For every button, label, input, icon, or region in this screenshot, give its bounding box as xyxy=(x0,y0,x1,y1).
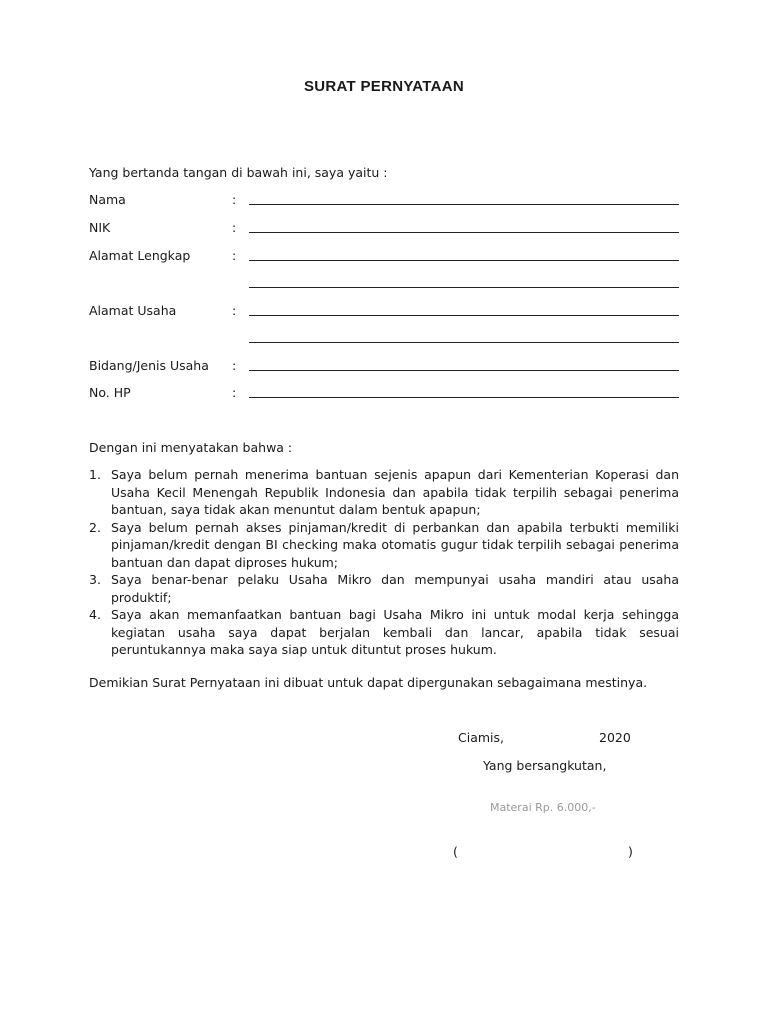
signer-label: Yang bersangkutan, xyxy=(483,758,607,773)
field-label-no-hp: No. HP xyxy=(89,385,131,400)
list-item-number: 2. xyxy=(89,519,101,535)
field-colon: : xyxy=(232,385,237,400)
fill-line-bidang-usaha xyxy=(249,370,679,371)
list-item-text: Saya belum pernah akses pinjaman/kredit di perbankan dan apabila terbukti memiliki pinjaman/kredit dengan BI checking maka otomatis gugur tidak terpilih sebagai penerima bantuan dan dapat diproses hukum; xyxy=(111,519,679,570)
fill-line-nik xyxy=(249,232,679,233)
field-label-nik: NIK xyxy=(89,220,111,235)
field-colon: : xyxy=(232,248,237,263)
list-item-text: Saya benar-benar pelaku Usaha Mikro dan mempunyai usaha mandiri atau usaha produktif; xyxy=(111,572,679,605)
fill-line-no-hp xyxy=(249,397,679,398)
fill-line-nama xyxy=(249,204,679,205)
field-colon: : xyxy=(232,220,237,235)
list-item-number: 3. xyxy=(89,572,101,587)
list-item xyxy=(89,571,679,606)
list-item xyxy=(89,606,679,659)
field-label-alamat-lengkap: Alamat Lengkap xyxy=(89,248,191,263)
fill-line-alamat-usaha xyxy=(249,315,679,316)
list-item xyxy=(89,466,679,519)
stamp-duty-text: Materai Rp. 6.000,- xyxy=(490,801,596,814)
statement-intro: Dengan ini menyatakan bahwa : xyxy=(89,440,293,455)
list-item-number: 4. xyxy=(89,607,101,622)
signature-paren-open: ( xyxy=(453,844,458,859)
fill-line-alamat-lengkap-2 xyxy=(249,287,679,288)
intro-text: Yang bertanda tangan di bawah ini, saya yaitu : xyxy=(89,165,388,180)
list-item-text: Saya belum pernah menerima bantuan sejenis apapun dari Kementerian Koperasi dan Usaha Kecil Menengah Republik Indonesia dan apabila tidak terpilih sebagai penerima bantuan, saya tidak akan menuntut dalam bentuk apapun; xyxy=(111,467,679,517)
fill-line-alamat-lengkap xyxy=(249,260,679,261)
signature-place: Ciamis, xyxy=(458,730,504,745)
field-colon: : xyxy=(232,303,237,318)
field-label-alamat-usaha: Alamat Usaha xyxy=(89,303,177,318)
list-item-text: Saya akan memanfaatkan bantuan bagi Usaha Mikro ini untuk modal kerja sehingga kegiatan usaha saya dapat berjalan kembali dan lancar, apabila tidak sesuai peruntukannya maka saya siap untuk dituntut proses hukum. xyxy=(111,607,679,657)
field-label-bidang-usaha: Bidang/Jenis Usaha xyxy=(89,358,209,373)
signature-paren-close: ) xyxy=(628,844,633,859)
field-label-nama: Nama xyxy=(89,192,126,207)
list-item xyxy=(89,519,679,572)
field-colon: : xyxy=(232,192,237,207)
field-colon: : xyxy=(232,358,237,373)
statement-list xyxy=(89,466,679,659)
signature-year: 2020 xyxy=(599,730,631,745)
list-item-number: 1. xyxy=(89,467,101,482)
closing-text: Demikian Surat Pernyataan ini dibuat untuk dapat dipergunakan sebagaimana mestinya. xyxy=(89,675,648,690)
document-title: SURAT PERNYATAAN xyxy=(303,78,465,95)
fill-line-alamat-usaha-2 xyxy=(249,342,679,343)
